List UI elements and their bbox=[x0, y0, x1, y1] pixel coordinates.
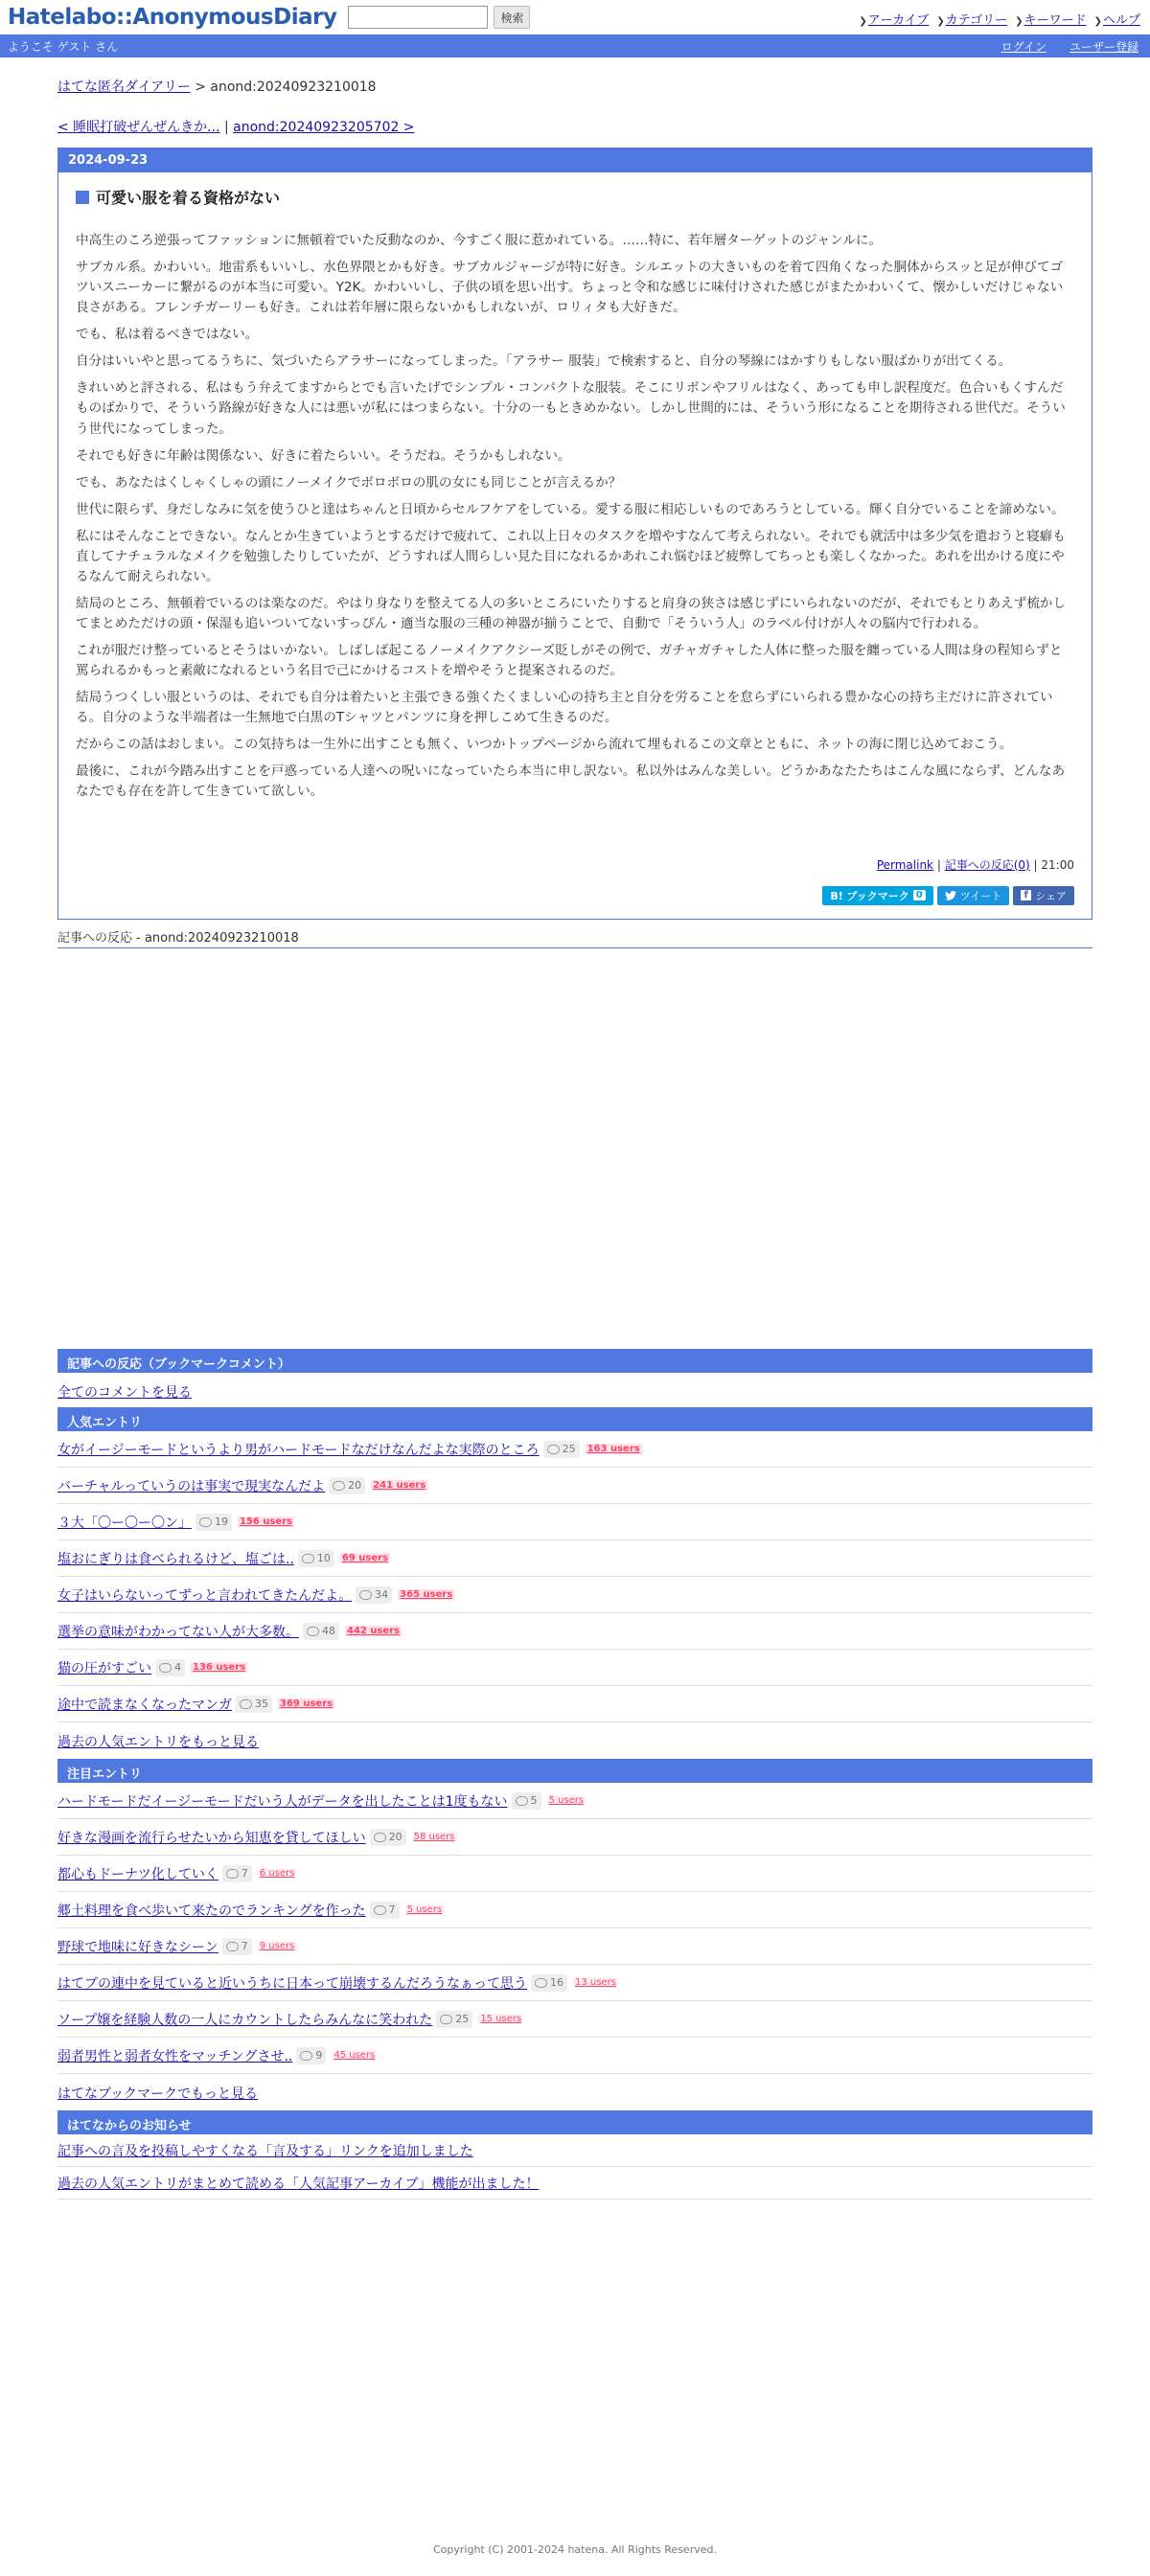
login-link[interactable]: ログイン bbox=[1000, 40, 1046, 54]
news-item bbox=[58, 2134, 1092, 2167]
entry-link[interactable]: 都心もドーナツ化していく bbox=[58, 1866, 218, 1882]
day-section bbox=[58, 148, 1092, 920]
comment-bubble-icon bbox=[359, 1590, 372, 1600]
comment-bubble-icon bbox=[516, 1796, 528, 1806]
comment-count-badge[interactable] bbox=[155, 1659, 185, 1676]
nav-keyword[interactable]: キーワード bbox=[1024, 13, 1087, 28]
comment-count: 48 bbox=[322, 1625, 335, 1637]
comment-count-badge[interactable] bbox=[370, 1902, 400, 1919]
entry-paragraph: 自分はいいやと思ってるうちに、気づいたらアラサーになってしまった。「アラサー 服装」で検索すると、自分の琴線にはかすりもしない服ばかりが出てくる。 bbox=[76, 353, 1012, 370]
entry-row bbox=[58, 1856, 1092, 1892]
entry-paragraph: でも、あなたはくしゃくしゃの頭にノーメイクでボロボロの肌の女にも同じことが言えるか？ bbox=[76, 474, 622, 490]
entry-paragraph: 世代に限らず、身だしなみに気を使うひと達はちゃんと日頃からセルフケアをしている。愛する服に相応しいものであろうとしている。輝く自分でいることを諦めない。 bbox=[76, 501, 1065, 517]
entry bbox=[58, 172, 1092, 919]
entry-link[interactable]: はてブの連中を見ていると近いうちに日本って崩壊するんだろうなぁって思う bbox=[58, 1975, 527, 1992]
nav-help[interactable]: ヘルプ bbox=[1102, 13, 1140, 28]
site-header bbox=[0, 0, 1150, 34]
attention-entries-header: 注目エントリ bbox=[58, 1759, 1092, 1783]
entry-link[interactable]: ソープ嬢を経験人数の一人にカウントしたらみんなに笑われた bbox=[58, 2012, 433, 2028]
chevron-right-icon: ❯ bbox=[936, 16, 945, 27]
comment-count-badge[interactable] bbox=[543, 1441, 580, 1458]
copyright: Copyright (C) 2001-2024 hatena. All Rights Reserved. bbox=[433, 2543, 717, 2556]
chevron-right-icon: ❯ bbox=[1093, 16, 1102, 27]
comment-count-badge[interactable] bbox=[196, 1514, 232, 1531]
comment-count-badge[interactable] bbox=[356, 1586, 392, 1604]
bookmark-count: 0 bbox=[913, 890, 926, 900]
title-square-icon bbox=[76, 191, 89, 204]
comment-count-badge[interactable] bbox=[298, 1550, 334, 1567]
entry-row bbox=[58, 1650, 1092, 1686]
chevron-right-icon: ❯ bbox=[1015, 16, 1024, 27]
users-count-badge[interactable]: 5 users bbox=[548, 1795, 585, 1806]
entry-paragraph: これが服だけ整っているとそうはいかない。しばしば起こるノーメイクアクシーズ貶しがその例で、ガチャガチャした人体に整った服を纏っている人間は身の程知らずと罵られるかもっと素敵になれるという名目で己にかけるコストを増やそうと提案されるのだ。 bbox=[76, 643, 1063, 679]
entry-link[interactable]: 猫の圧がすごい bbox=[58, 1660, 151, 1676]
site-logo[interactable]: Hatelabo::AnonymousDiary bbox=[8, 5, 337, 30]
comment-bubble-icon bbox=[547, 1445, 560, 1454]
entry-paragraph: 中高生のころ逆張ってファッションに無頓着でいた反動なのか、今すごく服に惹かれている。……特に、若年層ターゲットのジャンルに。 bbox=[76, 233, 883, 248]
comment-count: 20 bbox=[388, 1831, 402, 1843]
breadcrumb bbox=[58, 77, 1092, 96]
comment-count-badge[interactable] bbox=[436, 2011, 472, 2028]
entry-paragraph: 最後に、これが今踏み出すことを戸惑っている人達への呪いになっていたら本当に申し訳ない。私以外はみんな美しい。どうかあなたたちはこんな風にならず、どんなあなたでも存在を許して生きていて欲しい。 bbox=[76, 764, 1066, 800]
prev-next-nav bbox=[58, 117, 1092, 136]
comment-count-badge[interactable] bbox=[512, 1792, 541, 1810]
facebook-share-button[interactable] bbox=[1013, 886, 1074, 905]
users-count-badge[interactable]: 369 users bbox=[280, 1698, 334, 1709]
facebook-icon: f bbox=[1021, 890, 1031, 900]
comment-count-badge[interactable] bbox=[329, 1477, 365, 1494]
entry-row bbox=[58, 2001, 1092, 2038]
users-count-badge[interactable]: 15 users bbox=[480, 2014, 522, 2024]
entry-row bbox=[58, 1819, 1092, 1856]
users-count-badge[interactable]: 58 users bbox=[413, 1832, 455, 1842]
comment-count: 35 bbox=[255, 1698, 268, 1710]
search-button[interactable]: 検索 bbox=[494, 6, 530, 29]
comment-count: 7 bbox=[388, 1904, 396, 1916]
entry-row bbox=[58, 1431, 1092, 1468]
prevnext-separator: | bbox=[223, 120, 229, 135]
day-date: 2024-09-23 bbox=[58, 148, 1092, 172]
attention-entries-list bbox=[58, 1783, 1092, 2074]
entry-title bbox=[76, 186, 1074, 208]
comment-bubble-icon bbox=[440, 2015, 452, 2024]
comment-count: 34 bbox=[375, 1588, 389, 1601]
comment-bubble-icon bbox=[226, 1869, 239, 1879]
hatena-news-list bbox=[58, 2134, 1092, 2200]
entry-link[interactable]: ハードモードだイージーモードだいう人がデータを出したことは1度もない bbox=[58, 1793, 508, 1810]
users-count-badge[interactable]: 156 users bbox=[240, 1516, 293, 1527]
entry-link[interactable]: 弱者男性と弱者女性をマッチングさせ.. bbox=[58, 2048, 293, 2064]
comment-count-badge[interactable] bbox=[531, 1974, 567, 1992]
comment-count: 25 bbox=[455, 2013, 470, 2025]
entry-link[interactable]: 好きな漫画を流行らせたいから知恵を貸してほしい bbox=[58, 1830, 366, 1846]
entry-paragraph: だからこの話はおしまい。この気持ちは一生外に出すことも無く、いつかトップページから流れて埋もれるこの文章とともに、ネットの海に閉じ込めておこう。 bbox=[76, 737, 1013, 753]
news-link[interactable]: 記事への言及を投稿しやすくなる「言及する」リンクを追加しました bbox=[58, 2143, 473, 2159]
comment-count-badge[interactable] bbox=[236, 1696, 272, 1713]
breadcrumb-separator: > bbox=[195, 80, 206, 95]
chevron-right-icon: ❯ bbox=[859, 16, 867, 27]
breadcrumb-current: anond:20240923210018 bbox=[210, 80, 377, 95]
comment-count: 10 bbox=[316, 1552, 331, 1564]
sidebar-sections bbox=[58, 1349, 1092, 2200]
tweet-label: ツイート bbox=[959, 889, 1002, 902]
users-count-badge[interactable]: 6 users bbox=[259, 1868, 295, 1879]
entry-row bbox=[58, 1965, 1092, 2001]
users-count-badge[interactable]: 9 users bbox=[259, 1941, 295, 1951]
comment-bubble-icon bbox=[302, 1554, 314, 1563]
entry-paragraph: 結局のところ、無頓着でいるのは楽なのだ。やはり身なりを整えてる人の多いところにいたりすると肩身の狭さは感じずにいられないのだが、それでもとりあえず梳かしてまとめただけの頭・保湿も追いついてないすっぴん・適当な服の三種の神器が揃うことで、自動で「そういう人」のラベル付けが人々の脳内で行われる。 bbox=[76, 595, 1067, 631]
comment-count: 7 bbox=[241, 1867, 248, 1880]
entry-row bbox=[58, 1783, 1092, 1819]
entry-link[interactable]: 女がイージーモードというより男がハードモードなだけなんだよな実際のところ bbox=[58, 1442, 540, 1458]
hatena-news-header: はてなからのお知らせ bbox=[58, 2110, 1092, 2134]
users-count-badge[interactable]: 241 users bbox=[373, 1480, 426, 1491]
comment-bubble-icon bbox=[374, 1833, 386, 1842]
entry-row bbox=[58, 2038, 1092, 2074]
entry-footer: Permalink | 記事への反応(0) | 21:00 bbox=[876, 857, 1074, 872]
comment-bubble-icon bbox=[159, 1663, 172, 1673]
users-count-badge[interactable]: 69 users bbox=[341, 1553, 389, 1563]
comment-bubble-icon bbox=[300, 2051, 312, 2061]
entry-body bbox=[76, 231, 1074, 803]
bookmark-label: B! ブックマーク bbox=[830, 889, 909, 902]
entry-paragraph: 結局うつくしい服というのは、それでも自分は着たいと主張できる強くたくましい心の持ち主と自分を労ることを怠らずにいられる豊かな心の持ち主だけに許されている。自分のような半端者は一生無地で白黒のTシャツとパンツに身を押しこめて生きるのだ。 bbox=[76, 690, 1053, 726]
next-entry-link[interactable]: anond:20240923205702 > bbox=[233, 120, 415, 135]
welcome-text: ようこそ ゲスト さん bbox=[8, 39, 119, 54]
comment-count: 19 bbox=[215, 1516, 228, 1528]
comment-count: 5 bbox=[530, 1794, 538, 1807]
register-link[interactable]: ユーザー登録 bbox=[1069, 40, 1138, 54]
comment-count: 7 bbox=[241, 1940, 248, 1952]
twitter-icon bbox=[945, 891, 956, 900]
popular-entries-list bbox=[58, 1431, 1092, 1722]
comment-bubble-icon bbox=[333, 1481, 345, 1491]
entry-row bbox=[58, 1613, 1092, 1650]
hatena-bookmark-button[interactable] bbox=[822, 886, 932, 905]
news-item bbox=[58, 2167, 1092, 2200]
comment-count: 25 bbox=[562, 1443, 576, 1455]
permalink[interactable]: Permalink bbox=[876, 857, 933, 872]
entry-row bbox=[58, 1686, 1092, 1722]
comment-bubble-icon bbox=[240, 1699, 252, 1709]
comment-bubble-icon bbox=[535, 1978, 547, 1988]
users-count-badge[interactable]: 45 users bbox=[334, 2050, 376, 2061]
users-count-badge[interactable]: 365 users bbox=[400, 1589, 453, 1600]
users-count-badge[interactable]: 163 users bbox=[586, 1444, 640, 1454]
entry-row bbox=[58, 1577, 1092, 1613]
nav-category[interactable]: カテゴリー bbox=[945, 13, 1008, 28]
news-link[interactable]: 過去の人気エントリがまとめて読める「人気記事アーカイブ」機能が出ました！ bbox=[58, 2176, 540, 2192]
more-popular-link[interactable]: 過去の人気エントリをもっと見る bbox=[58, 1735, 259, 1750]
entry-row bbox=[58, 1892, 1092, 1928]
users-count-badge[interactable]: 5 users bbox=[406, 1904, 443, 1915]
entry-row bbox=[58, 1468, 1092, 1504]
comment-count-badge[interactable] bbox=[303, 1623, 339, 1640]
comment-bubble-icon bbox=[199, 1517, 212, 1527]
facebook-label: シェア bbox=[1035, 889, 1067, 902]
users-count-badge[interactable]: 136 users bbox=[193, 1662, 246, 1673]
comment-count: 20 bbox=[348, 1479, 362, 1492]
tweet-button[interactable] bbox=[937, 886, 1009, 905]
comment-bubble-icon bbox=[374, 1905, 386, 1915]
entry-paragraph: でも、私は着るべきではない。 bbox=[76, 327, 259, 343]
search-input[interactable] bbox=[348, 6, 488, 29]
nav-archive[interactable]: アーカイブ bbox=[867, 13, 930, 28]
entry-link[interactable]: 途中で読まなくなったマンガ bbox=[58, 1697, 232, 1713]
more-hatena-bookmark-link[interactable]: はてなブックマークでもっと見る bbox=[58, 2086, 259, 2102]
entry-paragraph: サブカル系。かわいい。地雷系もいいし、水色界隈とかも好き。サブカルジャージが特に好き。シルエットの大きいものを着て四角くなった胴体からスッと足が伸びてゴツいスニーカーに繋がるのが本当に可愛い。Y2K。かわいいし、子供の頃を思い出す。ちょっと令和な感じに味付けされた感じがまたかわいくて、懐かしいだけじゃない良さがある。フレンチガーリーも好き。これは若年層に限らないかもしれないが、ロリィタも大好きだ。 bbox=[76, 260, 1064, 316]
user-bar bbox=[0, 34, 1150, 57]
entry-paragraph: きれいめと評される、私はもう弁えてますからとでも言いたげでシンプル・コンパクトな服装。そこにリボンやフリルはなく、あっても申し訳程度だ。色合いもくすんだものばかりで、そういう路線が好きな人には悪いが私にはつまらない。十分の一もときめかない。しかし世間的には、そういう形になることを期待される世代だ。そういう世代になってしまった。 bbox=[76, 380, 1066, 437]
entry-title-text: 可愛い服を着る資格がない bbox=[96, 189, 281, 207]
comment-count: 4 bbox=[174, 1661, 181, 1674]
comment-count-badge[interactable] bbox=[296, 2047, 326, 2064]
entry-row bbox=[58, 1928, 1092, 1965]
entry-paragraph: それでも好きに年齢は関係ない、好きに着たらいい。そうだね。そうかもしれない。 bbox=[76, 447, 571, 464]
entry-link[interactable]: 女子はいらないってずっと言われてきたんだよ。 bbox=[58, 1587, 353, 1604]
all-comments-link[interactable]: 全てのコメントを見る bbox=[58, 1385, 192, 1401]
entry-link[interactable]: 野球で地味に好きなシーン bbox=[58, 1939, 218, 1955]
comment-bubble-icon bbox=[226, 1942, 239, 1951]
comment-count-badge[interactable] bbox=[222, 1938, 252, 1955]
reactions-heading: 記事への反応 - anond:20240923210018 bbox=[58, 927, 1092, 948]
entry-time: 21:00 bbox=[1041, 857, 1074, 872]
prev-entry-link[interactable]: < 睡眠打破ぜんぜんきか... bbox=[58, 120, 220, 135]
entry-paragraph: 私にはそんなことできない。なんとか生きていようとするだけで疲れて、これ以上日々のタスクを増やすなんて考えられない。それでも就活中は多少気を遣おうと寝癖も直してナチュラルなメイクを勉強したりしていたが、どうすれば人間らしい見た目になれるかあれこれ悩むほど疲弊してちっとも楽しくなかった。あれを出かける度にやるなんて耐えられない。 bbox=[76, 528, 1066, 584]
users-count-badge[interactable]: 442 users bbox=[347, 1626, 401, 1636]
comment-count: 9 bbox=[315, 2049, 323, 2062]
entry-link[interactable]: 郷土料理を食べ歩いて来たのでランキングを作った bbox=[58, 1903, 366, 1919]
header-nav bbox=[859, 10, 1140, 28]
comment-count-badge[interactable] bbox=[370, 1829, 406, 1846]
entry-link[interactable]: バーチャルっていうのは事実で現実なんだよ bbox=[58, 1478, 326, 1494]
comment-bubble-icon bbox=[307, 1627, 319, 1636]
entry-link[interactable]: 塩おにぎりは食べられるけど、塩ごは.. bbox=[58, 1551, 294, 1567]
share-buttons bbox=[76, 886, 1074, 905]
comment-count: 16 bbox=[550, 1976, 564, 1989]
reactions-link[interactable]: 記事への反応(0) bbox=[944, 857, 1030, 872]
users-count-badge[interactable]: 13 users bbox=[575, 1977, 616, 1988]
bookmark-comments-header: 記事への反応（ブックマークコメント） bbox=[58, 1349, 1092, 1373]
entry-row bbox=[58, 1504, 1092, 1540]
main-content bbox=[58, 57, 1092, 948]
popular-entries-header: 人気エントリ bbox=[58, 1407, 1092, 1431]
entry-link[interactable]: ３大「〇ー〇ー〇ン」 bbox=[58, 1515, 192, 1531]
comment-count-badge[interactable] bbox=[222, 1865, 252, 1882]
breadcrumb-home[interactable]: はてな匿名ダイアリー bbox=[58, 80, 191, 95]
entry-row bbox=[58, 1540, 1092, 1577]
entry-link[interactable]: 選挙の意味がわかってない人が大多数。 bbox=[58, 1624, 299, 1640]
